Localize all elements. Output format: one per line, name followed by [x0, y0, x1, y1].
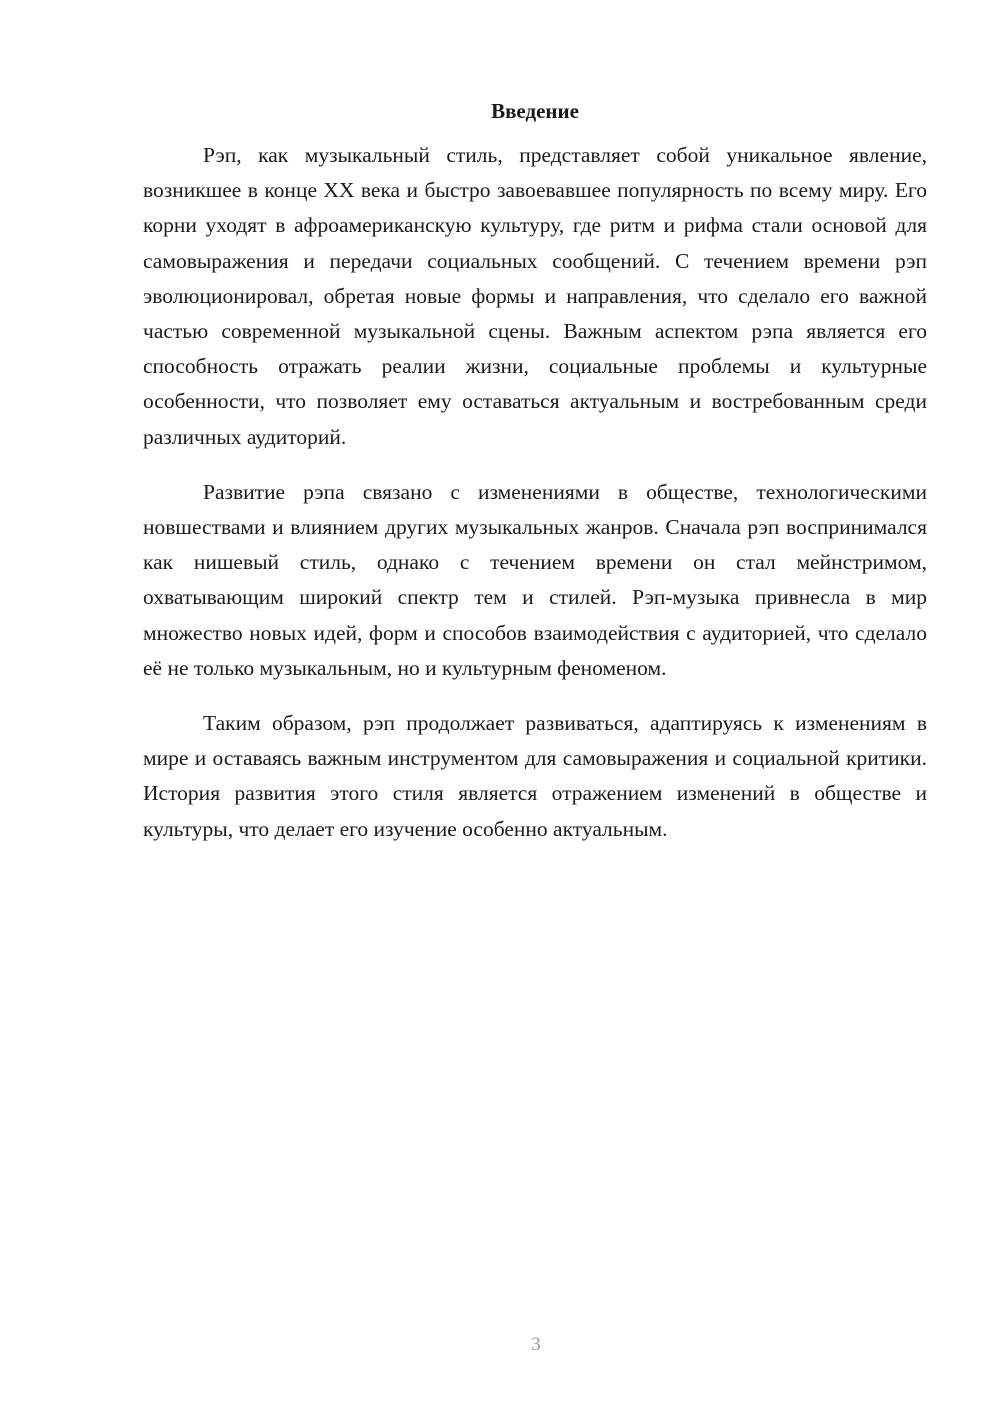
page-content: [143, 96, 927, 867]
paragraph-3: Таким образом, рэп продолжает развиваться, адаптируясь к изменениям в мире и оставаясь важным инструментом для самовыражения и социальной критики. История развития этого стиля является отражением изменений в обществе и культуры, что делает его изучение особенно актуальным.: [143, 711, 927, 841]
page-number: 3: [531, 1334, 541, 1355]
section-title: Введение: [491, 99, 579, 123]
paragraph-1: Рэп, как музыкальный стиль, представляет собой уникальное явление, возникшее в конце XX века и быстро завоевавшее популярность по всему миру. Его корни уходят в афроамериканскую культуру, где ритм и рифма стали основой для самовыражения и передачи социальных сообщений. С течением времени рэп эволюционировал, обретая новые формы и направления, что сделало его важной частью современной музыкальной сцены. Важным аспектом рэпа является его способность отражать реалии жизни, социальные проблемы и культурные особенности, что позволяет ему оставаться актуальным и востребованным среди различных аудиторий.: [143, 143, 927, 449]
paragraph-2: Развитие рэпа связано с изменениями в обществе, технологическими новшествами и влиянием других музыкальных жанров. Сначала рэп воспринимался как нишевый стиль, однако с течением времени он стал мейнстримом, охватывающим широкий спектр тем и стилей. Рэп-музыка привнесла в мир множество новых идей, форм и способов взаимодействия с аудиторией, что сделало её не только музыкальным, но и культурным феноменом.: [143, 479, 927, 680]
